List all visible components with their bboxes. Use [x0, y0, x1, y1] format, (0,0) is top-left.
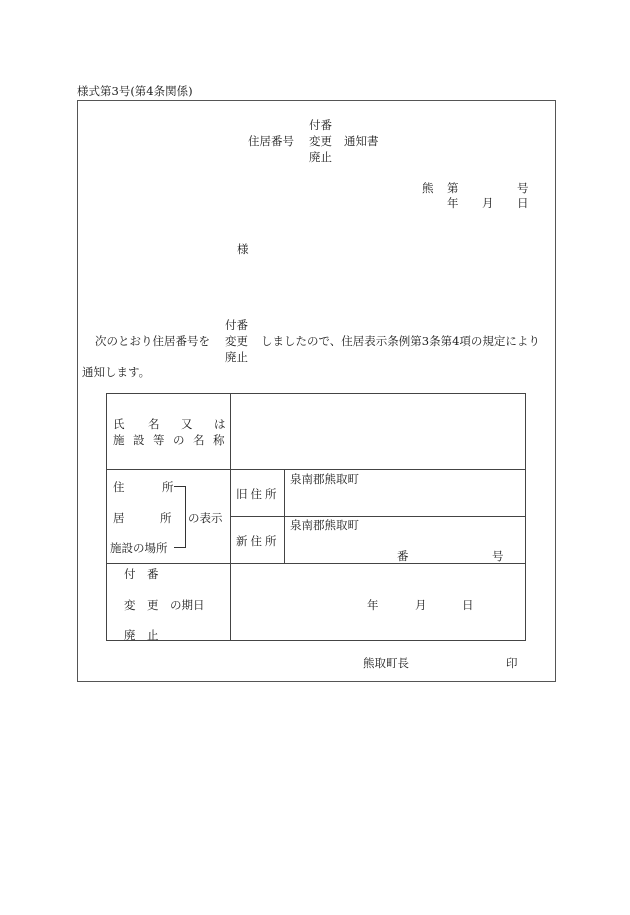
old-address-value[interactable]: 泉南郡熊取町: [290, 472, 359, 486]
body-option-fuban: 付番: [225, 318, 248, 332]
doc-date-month: 月: [482, 196, 494, 210]
body-option-haishi: 廃止: [225, 350, 248, 364]
table-col-divider: [230, 393, 231, 641]
name-label-2-shou: 称: [213, 433, 225, 447]
name-label-2-setsu: 設: [133, 433, 145, 447]
body-after: しましたので、住居表示条例第3条第4項の規定により: [261, 334, 540, 348]
signature-mayor: 熊取町長: [363, 656, 409, 670]
addressee-sama: 様: [237, 242, 249, 256]
effective-date-day: 日: [462, 598, 474, 612]
form-label: 様式第3号(第4条関係): [77, 84, 193, 98]
table-row-line-address: [230, 516, 526, 517]
title-option-henkou: 変更: [309, 134, 332, 148]
date-label-henkou-2: 更: [147, 598, 159, 612]
doc-number-city: 熊: [422, 181, 434, 195]
effective-date-month: 月: [415, 598, 427, 612]
name-label-1-shi: 氏: [113, 417, 125, 431]
addr-label-bracket: [174, 486, 186, 548]
doc-date-day: 日: [517, 196, 529, 210]
doc-date-year: 年: [447, 196, 459, 210]
signature-seal: 印: [506, 656, 518, 670]
doc-number-gou: 号: [517, 181, 529, 195]
doc-number-dai: 第: [447, 181, 459, 195]
body-line2: 通知します。: [82, 365, 151, 379]
name-label-2-tou: 等: [153, 433, 165, 447]
title-prefix: 住居番号: [248, 134, 294, 148]
date-label-fuban-2: 番: [147, 567, 159, 581]
addr-label-shisetsu: 施設の場所: [110, 541, 168, 555]
date-label-haishi-2: 止: [147, 628, 159, 642]
addr-label-kyosho-1: 居: [113, 511, 125, 525]
name-label-1-ha: は: [214, 417, 226, 431]
title-option-fuban: 付番: [309, 118, 332, 132]
effective-date-year: 年: [367, 598, 379, 612]
table-row-line-1: [106, 469, 526, 470]
name-label-2-mei: 名: [193, 433, 205, 447]
new-address-ban: 番: [397, 549, 409, 563]
name-label-1-mata: 又: [181, 417, 193, 431]
title-option-haishi: 廃止: [309, 150, 332, 164]
name-label-2-shi: 施: [113, 433, 125, 447]
date-label-haishi-1: 廃: [124, 628, 136, 642]
body-before: 次のとおり住居番号を: [95, 334, 210, 348]
date-label-kijitsu: の期日: [170, 598, 205, 612]
addr-label-jusho-2: 所: [162, 480, 174, 494]
date-label-fuban-1: 付: [124, 567, 136, 581]
old-address-label: 旧住所: [236, 487, 280, 501]
table-row-line-2: [106, 563, 526, 564]
addr-label-kyosho-2: 所: [160, 511, 172, 525]
name-label-2-no: の: [173, 433, 185, 447]
title-suffix: 通知書: [344, 134, 379, 148]
new-address-value[interactable]: 泉南郡熊取町: [290, 518, 359, 532]
name-label-1-mei: 名: [148, 417, 160, 431]
body-option-henkou: 変更: [225, 334, 248, 348]
addr-label-hyouji: の表示: [188, 511, 223, 525]
date-label-henkou-1: 変: [124, 598, 136, 612]
new-address-gou: 号: [492, 549, 504, 563]
new-address-label: 新住所: [236, 534, 280, 548]
addr-label-jusho-1: 住: [113, 480, 125, 494]
